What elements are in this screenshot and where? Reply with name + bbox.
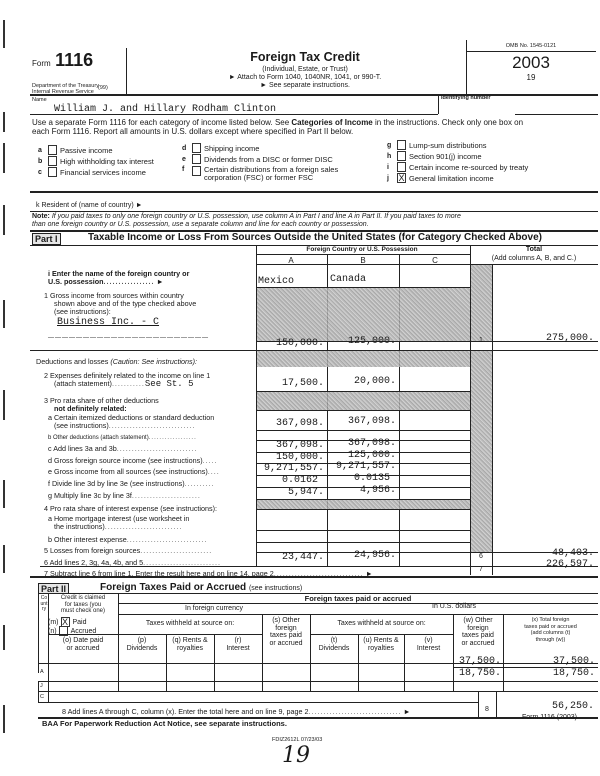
line-3-label (44, 397, 159, 413)
line-i-label: i Enter the name of the foreign country or U.S. possession................. ► (48, 269, 190, 286)
foreign-country-header: Foreign Country or U.S. Possession (306, 246, 418, 253)
line-3a-label: a Certain itemized deductions or standard deduction (see instructions)............................. (48, 413, 215, 430)
line-text: 7 Subtract line 6 from line 1. Enter the result here and on line 14, page 2 (44, 569, 274, 578)
resident-label: k Resident of (name of country) ► (36, 202, 143, 209)
col-text: (q) Rents & (172, 637, 208, 644)
form-number-value: 1116 (55, 50, 94, 70)
line-8-total[interactable]: 56,250. (551, 701, 594, 712)
col-text: Dividends (126, 645, 158, 652)
checkbox[interactable] (48, 156, 57, 166)
col-text: (w) Other (463, 617, 493, 624)
line-3c-label: c Add lines 3a and 3b........................... (48, 444, 198, 453)
note-bold: Note: (32, 213, 50, 220)
instr-bold: Categories of Income (291, 118, 373, 127)
line-8-number: 8 (485, 706, 489, 713)
category-c[interactable] (38, 167, 146, 177)
part-1-tag: Part I (32, 233, 61, 245)
line-text: a Home mortgage interest (use worksheet in (48, 514, 190, 523)
category-g[interactable] (387, 140, 487, 150)
scan-mark (3, 143, 5, 173)
line-text: the instructions) (54, 522, 105, 531)
col-text: or accrued (66, 645, 100, 652)
category-h[interactable] (387, 151, 482, 161)
line-3d-col-a[interactable]: 150,000. (275, 452, 324, 463)
omb-number: OMB No. 1545-0121 (505, 43, 557, 49)
line-6-label: 6 Add lines 2, 3g, 4a, 4b, and 5.......................... (44, 558, 222, 567)
handwritten-page-number: 19 (282, 743, 310, 768)
part-2-title-text: Foreign Taxes Paid or Accrued (100, 582, 247, 593)
checkbox[interactable] (397, 140, 406, 150)
col-c-header: C (432, 256, 438, 265)
see-instructions: ► See separate instructions. (260, 82, 350, 89)
country-vertical-label: Country (40, 595, 48, 612)
line-2-ref: See St. 5 (144, 379, 194, 389)
cat-letter: i (387, 163, 389, 171)
line-text: 1 Gross income from sources within country (44, 291, 184, 300)
instructions-line-1 (32, 118, 597, 127)
credit-text: must check one) (60, 608, 106, 614)
row-a-col-w[interactable]: 18,750. (458, 668, 501, 679)
cat-label: Dividends from a DISC or former DISC (204, 154, 333, 164)
line-4-label: 4 Pro rata share of interest expense (see instructions): (44, 504, 217, 513)
total-subheader: (Add columns A, B, and C.) (491, 255, 577, 262)
instructions-line-2: each Form 1116. Report all amounts in U.S. dollars except where specified in Part II below. (32, 127, 354, 136)
cat-label: Section 901(j) income (409, 151, 482, 161)
line-text: (see instructions) (54, 421, 109, 430)
col-p-header (118, 637, 166, 653)
foreign-taxes-header: Foreign taxes paid or accrued (304, 594, 412, 603)
shaded-area (257, 392, 470, 410)
note (32, 213, 597, 229)
cat-letter: g (387, 141, 392, 149)
row-c-label: C (40, 694, 44, 700)
line-text: (attach statement) (54, 379, 112, 388)
country-a[interactable]: Mexico (258, 276, 295, 287)
col-s-header (262, 617, 310, 647)
taxpayer-name[interactable]: William J. and Hillary Rodham Clinton (54, 104, 277, 115)
foreign-currency-header: In foreign currency (185, 605, 243, 612)
category-j[interactable] (387, 173, 494, 183)
scan-mark (3, 480, 5, 508)
line-1-col-a[interactable]: 150,000. (275, 338, 324, 349)
col-text: Interest (226, 645, 250, 652)
col-q-header (166, 637, 214, 653)
col-text: royalties (176, 645, 204, 652)
checkbox[interactable] (192, 154, 201, 164)
accrued-text: Accrued (70, 627, 97, 635)
line-6-number: 6 (479, 553, 483, 560)
name-label: Name (32, 97, 47, 103)
line-6-total[interactable]: 48,403. (551, 548, 594, 559)
country-b[interactable]: Canada (330, 274, 367, 285)
tax-year: 2003 (512, 53, 550, 72)
col-text: taxes paid (270, 632, 302, 639)
cat-letter: b (38, 157, 43, 165)
col-text: (v) (424, 637, 433, 644)
col-text: Dividends (318, 645, 350, 652)
cat-label: General limitation income (409, 173, 494, 183)
note-text: than one foreign country or U.S. possession, use a separate column and line for each country or possession. (32, 221, 369, 228)
line-3g-col-a[interactable]: 5,947. (287, 487, 324, 498)
col-text: (p) (137, 637, 147, 644)
withheld-us-header: Taxes withheld at source on: (337, 620, 426, 627)
line-1-total[interactable]: 275,000. (545, 333, 594, 344)
col-o-header (48, 637, 118, 653)
line-text: f Divide line 3d by line 3e (see instructions) (48, 479, 185, 488)
col-text: taxes paid or accrued (524, 623, 577, 630)
checkbox[interactable] (48, 167, 57, 177)
category-i[interactable] (387, 162, 528, 172)
line-text: b Other interest expense (48, 535, 127, 544)
line-text: e Gross income from all sources (see instructions) (48, 467, 208, 476)
cat-letter: j (387, 174, 389, 182)
cat-label (204, 166, 338, 182)
line-4b-label: b Other interest expense........................... (48, 535, 208, 544)
part-1-title: Taxable Income or Loss From Sources Outside the United States (for Category Checked Above) (88, 232, 542, 243)
line-7-number: 7 (479, 566, 483, 573)
col-text: foreign (275, 624, 297, 632)
col-text: or accrued (461, 639, 495, 647)
col-x-header (503, 617, 598, 643)
credit-text: for taxes (you (64, 601, 102, 608)
cat-label-line2: corporation (FSC) or former FSC (204, 173, 314, 182)
form-number (32, 50, 93, 71)
checkbox[interactable]: X (398, 173, 405, 183)
col-r-header (214, 637, 262, 653)
line-3g-label: g Multiply line 3c by line 3f....................... (48, 491, 201, 500)
dept-label: Department of the Treasury (32, 83, 99, 89)
scan-mark (3, 205, 5, 235)
cat-letter: h (387, 152, 392, 160)
accrued-letter: (n) (48, 627, 57, 635)
paperwork-notice: BAA For Paperwork Reduction Act Notice, see separate instructions. (42, 719, 287, 728)
line-1-label (44, 292, 196, 316)
row-0-col-w[interactable]: 37,500. (458, 656, 501, 667)
part-2-tag: Part II (38, 583, 69, 594)
line-2-col-a[interactable]: 17,500. (281, 378, 324, 389)
shaded-area (471, 350, 492, 552)
line-text: 6 Add lines 2, 3g, 4a, 4b, and 5 (44, 558, 144, 567)
col-text: (add columns (t) (530, 630, 571, 636)
note-text: If you paid taxes to only one foreign country or U.S. possession, use column A in Part I and line A in Part II. If you paid taxes to more (49, 213, 461, 220)
checkbox[interactable] (192, 166, 201, 176)
col-text: or accrued (269, 639, 303, 647)
col-u-header (358, 637, 404, 653)
line-3e-label: e Gross income from all sources (see instructions).... (48, 467, 220, 476)
us-dollars-header: In U.S. dollars (432, 603, 476, 610)
identifying-number-label: Identifying number (441, 95, 491, 101)
row-0-col-x[interactable]: 37,500. (552, 656, 595, 667)
deductions-caution: (Caution: See instructions): (110, 357, 198, 366)
line-text: 3 Pro rata share of other deductions (44, 396, 159, 405)
line-3f-label: f Divide line 3d by line 3e (see instructions).......... (48, 479, 215, 488)
col-text: foreign (467, 624, 489, 632)
line-3a-col-a[interactable]: 367,098. (275, 418, 324, 429)
line-4a-label: a Home mortgage interest (use worksheet in the instructions).......................... (48, 514, 190, 531)
cat-label: High withholding tax interest (60, 156, 154, 166)
shaded-area (257, 288, 470, 341)
line-text: 5 Losses from foreign sources (44, 546, 141, 555)
line-7-total[interactable]: 226,597. (545, 559, 594, 570)
line-6-col-b[interactable]: 24,956. (353, 550, 396, 561)
cat-label-line1: Certain distributions from a foreign sales (204, 165, 339, 174)
line-1-col-b[interactable]: 125,000. (347, 336, 396, 347)
line-2-col-b[interactable]: 20,000. (353, 376, 396, 387)
line-text: d Gross foreign source income (see instructions) (48, 456, 203, 465)
col-text: (s) Other (272, 617, 300, 624)
credit-text: Credit is claimed (60, 595, 106, 601)
form-subtitle: (Individual, Estate, or Trust) (262, 66, 348, 73)
row-j-label: J (40, 683, 43, 689)
line-text: 8 Add lines A through C, column (x). Enter the total here and on line 9, page 2 (62, 707, 309, 716)
part-2-title-sub: (see instructions) (248, 585, 303, 592)
scan-mark (3, 390, 5, 420)
col-v-header (404, 637, 453, 653)
col-b-header: B (360, 256, 366, 265)
cat-letter: e (182, 155, 186, 163)
col-w-header (453, 617, 503, 647)
category-f[interactable] (182, 166, 338, 182)
cat-label: Passive income (60, 145, 113, 155)
paid-checkbox[interactable]: X (61, 617, 68, 627)
checkbox[interactable] (397, 162, 406, 172)
category-d[interactable] (182, 143, 259, 153)
line-3c-col-a[interactable]: 367,098. (275, 440, 324, 451)
line-3b-label: b Other deductions (attach statement).................. (48, 435, 197, 441)
shaded-area (257, 350, 470, 367)
scan-mark (3, 300, 5, 328)
col-text: (u) Rents & (363, 637, 399, 644)
line-text: b Other deductions (attach statement) (48, 435, 149, 441)
cat-letter: d (182, 144, 187, 152)
line-text: g Multiply line 3c by line 3f (48, 491, 132, 500)
code-label: (99) (98, 85, 108, 91)
line-i-text: U.S. possession (48, 277, 104, 286)
line-text: c Add lines 3a and 3b (48, 444, 117, 453)
line-3e-col-a[interactable]: 9,271,557. (263, 463, 324, 474)
irs-label: Internal Revenue Service (32, 89, 94, 95)
category-e[interactable] (182, 154, 333, 164)
row-a-label: A (40, 669, 44, 675)
scan-mark (3, 545, 5, 573)
total-header: Total (525, 246, 543, 253)
scan-mark (3, 20, 5, 48)
line-3g-col-b[interactable]: 4,956. (359, 485, 396, 496)
cat-letter: f (182, 166, 185, 173)
col-text: (t) (330, 637, 338, 644)
line-7-label: 7 Subtract line 6 from line 1. Enter the result here and on line 14, page 2.............................. ► (44, 569, 373, 578)
line-i-text: i Enter the name of the foreign country or (48, 269, 190, 278)
col-text: (x) Total foreign (531, 617, 570, 623)
line-2-label: 2 Expenses definitely related to the income on line 1 (attach statement)...........See St. 5 (44, 371, 211, 389)
col-text: (r) (234, 637, 242, 644)
col-text: through (w)) (535, 636, 566, 643)
checkbox[interactable] (192, 143, 201, 153)
col-text: royalties (367, 645, 395, 652)
cat-label: Certain income re-sourced by treaty (409, 162, 529, 172)
paid-letter: (m) (48, 618, 59, 626)
paid-text: Paid (72, 618, 87, 626)
line-1-description[interactable]: Business Inc. - C (57, 317, 160, 328)
line-8-label: 8 Add lines A through C, column (x). Enter the total here and on line 9, page 2............................... ► (62, 707, 411, 716)
part-2-title (100, 582, 302, 593)
dash-line: _______________________ (48, 330, 210, 341)
cat-label: Shipping income (204, 143, 260, 153)
line-text: a Certain itemized deductions or standard deduction (48, 413, 215, 422)
form-title: Foreign Tax Credit (250, 50, 360, 64)
line-text: 2 Expenses definitely related to the income on line 1 (44, 371, 211, 380)
scan-mark (3, 625, 5, 650)
line-3f-col-b[interactable]: 0.0135 (353, 473, 390, 484)
checkbox[interactable] (397, 151, 406, 161)
cat-label: Financial services income (60, 167, 146, 177)
line-3d-label: d Gross foreign source income (see instructions)..... (48, 456, 218, 465)
line-5-label: 5 Losses from foreign sources........................ (44, 546, 213, 555)
software-code: FDIZ2612L 07/23/03 (272, 737, 323, 743)
row-a-col-x[interactable]: 18,750. (552, 668, 595, 679)
category-a[interactable] (38, 145, 113, 155)
form-prefix: Form (32, 59, 51, 68)
scan-mark (3, 112, 5, 132)
line-text: (see instructions): (54, 307, 111, 316)
attach-note: ► Attach to Form 1040, 1040NR, 1041, or 990-T. (228, 74, 382, 81)
scan-mark (3, 705, 5, 733)
cat-letter: a (38, 146, 42, 154)
col-text: (o) Date paid (62, 637, 104, 644)
col-t-header (310, 637, 358, 653)
col-text: taxes paid (462, 632, 494, 639)
sequence-number: 19 (526, 73, 536, 82)
credit-claimed-label (48, 595, 118, 615)
line-3f-col-a[interactable]: 0.0162 (281, 475, 318, 486)
line-text: not definitely related: (54, 404, 127, 413)
deductions-header (36, 358, 197, 366)
instr-text: Use a separate Form 1116 for each category of income listed below. See (32, 118, 292, 127)
cat-letter: c (38, 168, 42, 176)
col-a-header: A (288, 256, 294, 265)
col-text: Interest (416, 645, 441, 652)
line-3d-col-b[interactable]: 125,000. (347, 450, 396, 461)
form-reference: Form 1116 (2003) (522, 714, 577, 721)
line-1-number: 1 (479, 337, 483, 344)
instr-text: in the instructions. Check only one box on (372, 118, 524, 127)
line-3c-col-b[interactable]: 367,098. (347, 438, 396, 449)
line-3e-col-b[interactable]: 9,271,557. (335, 461, 396, 472)
shaded-area (257, 500, 470, 509)
shaded-area (471, 265, 492, 341)
cat-label: Lump-sum distributions (409, 140, 487, 150)
line-text: shown above and of the type checked above (54, 299, 197, 308)
withheld-foreign-header: Taxes withheld at source on: (145, 620, 235, 627)
deductions-text: Deductions and losses (36, 357, 109, 366)
line-6-col-a[interactable]: 23,447. (281, 552, 324, 563)
checkbox[interactable] (48, 145, 57, 155)
line-3a-col-b[interactable]: 367,098. (347, 416, 396, 427)
category-b[interactable] (38, 156, 154, 166)
